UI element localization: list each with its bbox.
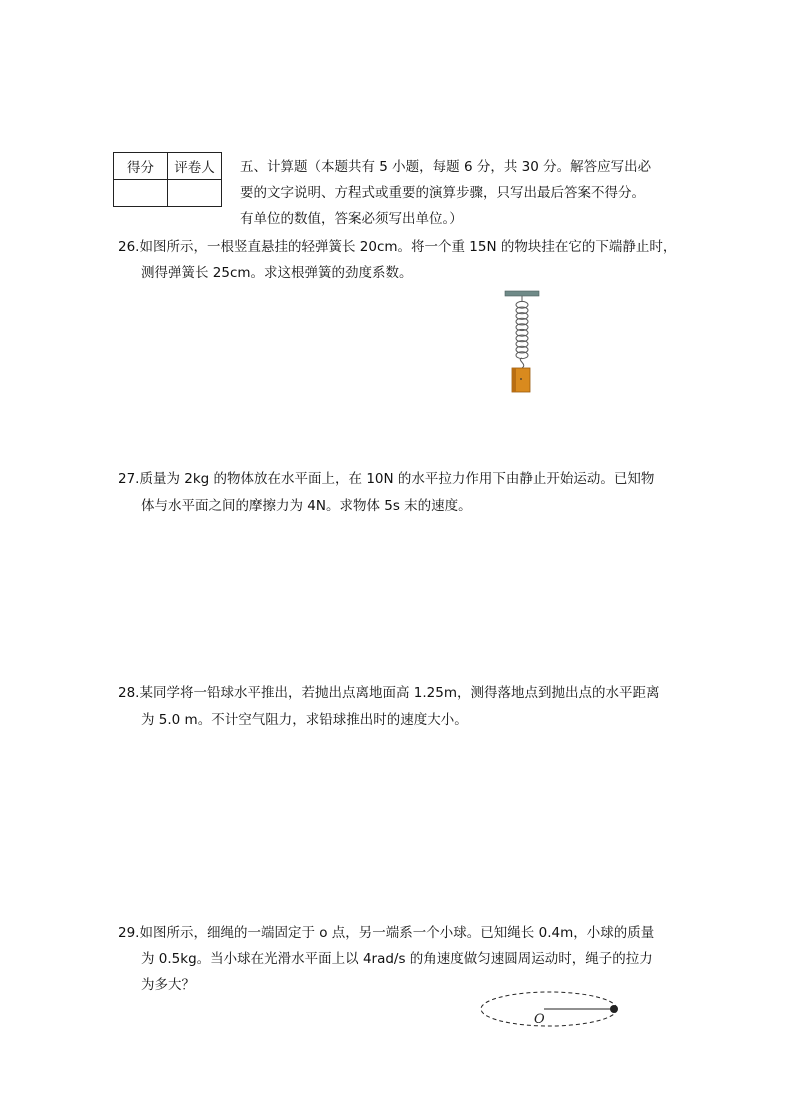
score-cell[interactable] bbox=[114, 180, 168, 207]
section-line-3: 有单位的数值，答案必须写出单位。） bbox=[240, 211, 463, 227]
circular-motion-figure bbox=[474, 988, 624, 1032]
block-shade bbox=[512, 368, 516, 392]
question-29-line-3: 为多大？ bbox=[141, 977, 195, 993]
small-ball bbox=[610, 1005, 618, 1013]
section-line-2: 要的文字说明、方程式或重要的演算步骤，只写出最后答案不得分。 bbox=[240, 185, 645, 201]
question-28-line-1: 28.某同学将一铅球水平推出，若抛出点离地面高 1.25m，测得落地点到抛出点的水平距离 bbox=[118, 685, 660, 701]
center-point-label: O bbox=[534, 1012, 545, 1027]
question-28-line-2: 为 5.0 m。不计空气阻力，求铅球推出时的速度大小。 bbox=[141, 712, 468, 728]
question-27-line-1: 27.质量为 2kg 的物体放在水平面上，在 10N 的水平拉力作用下由静止开始运动。已知物 bbox=[118, 471, 655, 487]
score-table bbox=[113, 152, 222, 207]
grader-header: 评卷人 bbox=[168, 153, 222, 180]
grader-cell[interactable] bbox=[168, 180, 222, 207]
spring-support bbox=[505, 291, 539, 296]
spring-figure bbox=[500, 288, 544, 396]
question-26-line-2: 测得弹簧长 25cm。求这根弹簧的劲度系数。 bbox=[141, 265, 413, 281]
question-29-line-1: 29.如图所示，细绳的一端固定于 o 点，另一端系一个小球。已知绳长 0.4m，小球的质量 bbox=[118, 925, 655, 941]
score-table-input-row bbox=[114, 180, 222, 207]
question-27-line-2: 体与水平面之间的摩擦力为 4N。求物体 5s 末的速度。 bbox=[141, 498, 472, 514]
block-dot bbox=[520, 378, 522, 380]
question-26-line-1: 26.如图所示，一根竖直悬挂的轻弹簧长 20cm。将一个重 15N 的物块挂在它的下端静止时， bbox=[118, 239, 677, 255]
score-table-header-row bbox=[114, 153, 222, 180]
question-29-line-2: 为 0.5kg。当小球在光滑水平面上以 4rad/s 的角速度做匀速圆周运动时，绳子的拉力 bbox=[141, 951, 653, 967]
spring-coils bbox=[516, 301, 528, 358]
score-header: 得分 bbox=[114, 153, 168, 180]
section-line-1: 五、计算题（本题共有 5 小题，每题 6 分，共 30 分。解答应写出必 bbox=[240, 159, 652, 175]
spring-bottom-hook bbox=[520, 358, 523, 368]
